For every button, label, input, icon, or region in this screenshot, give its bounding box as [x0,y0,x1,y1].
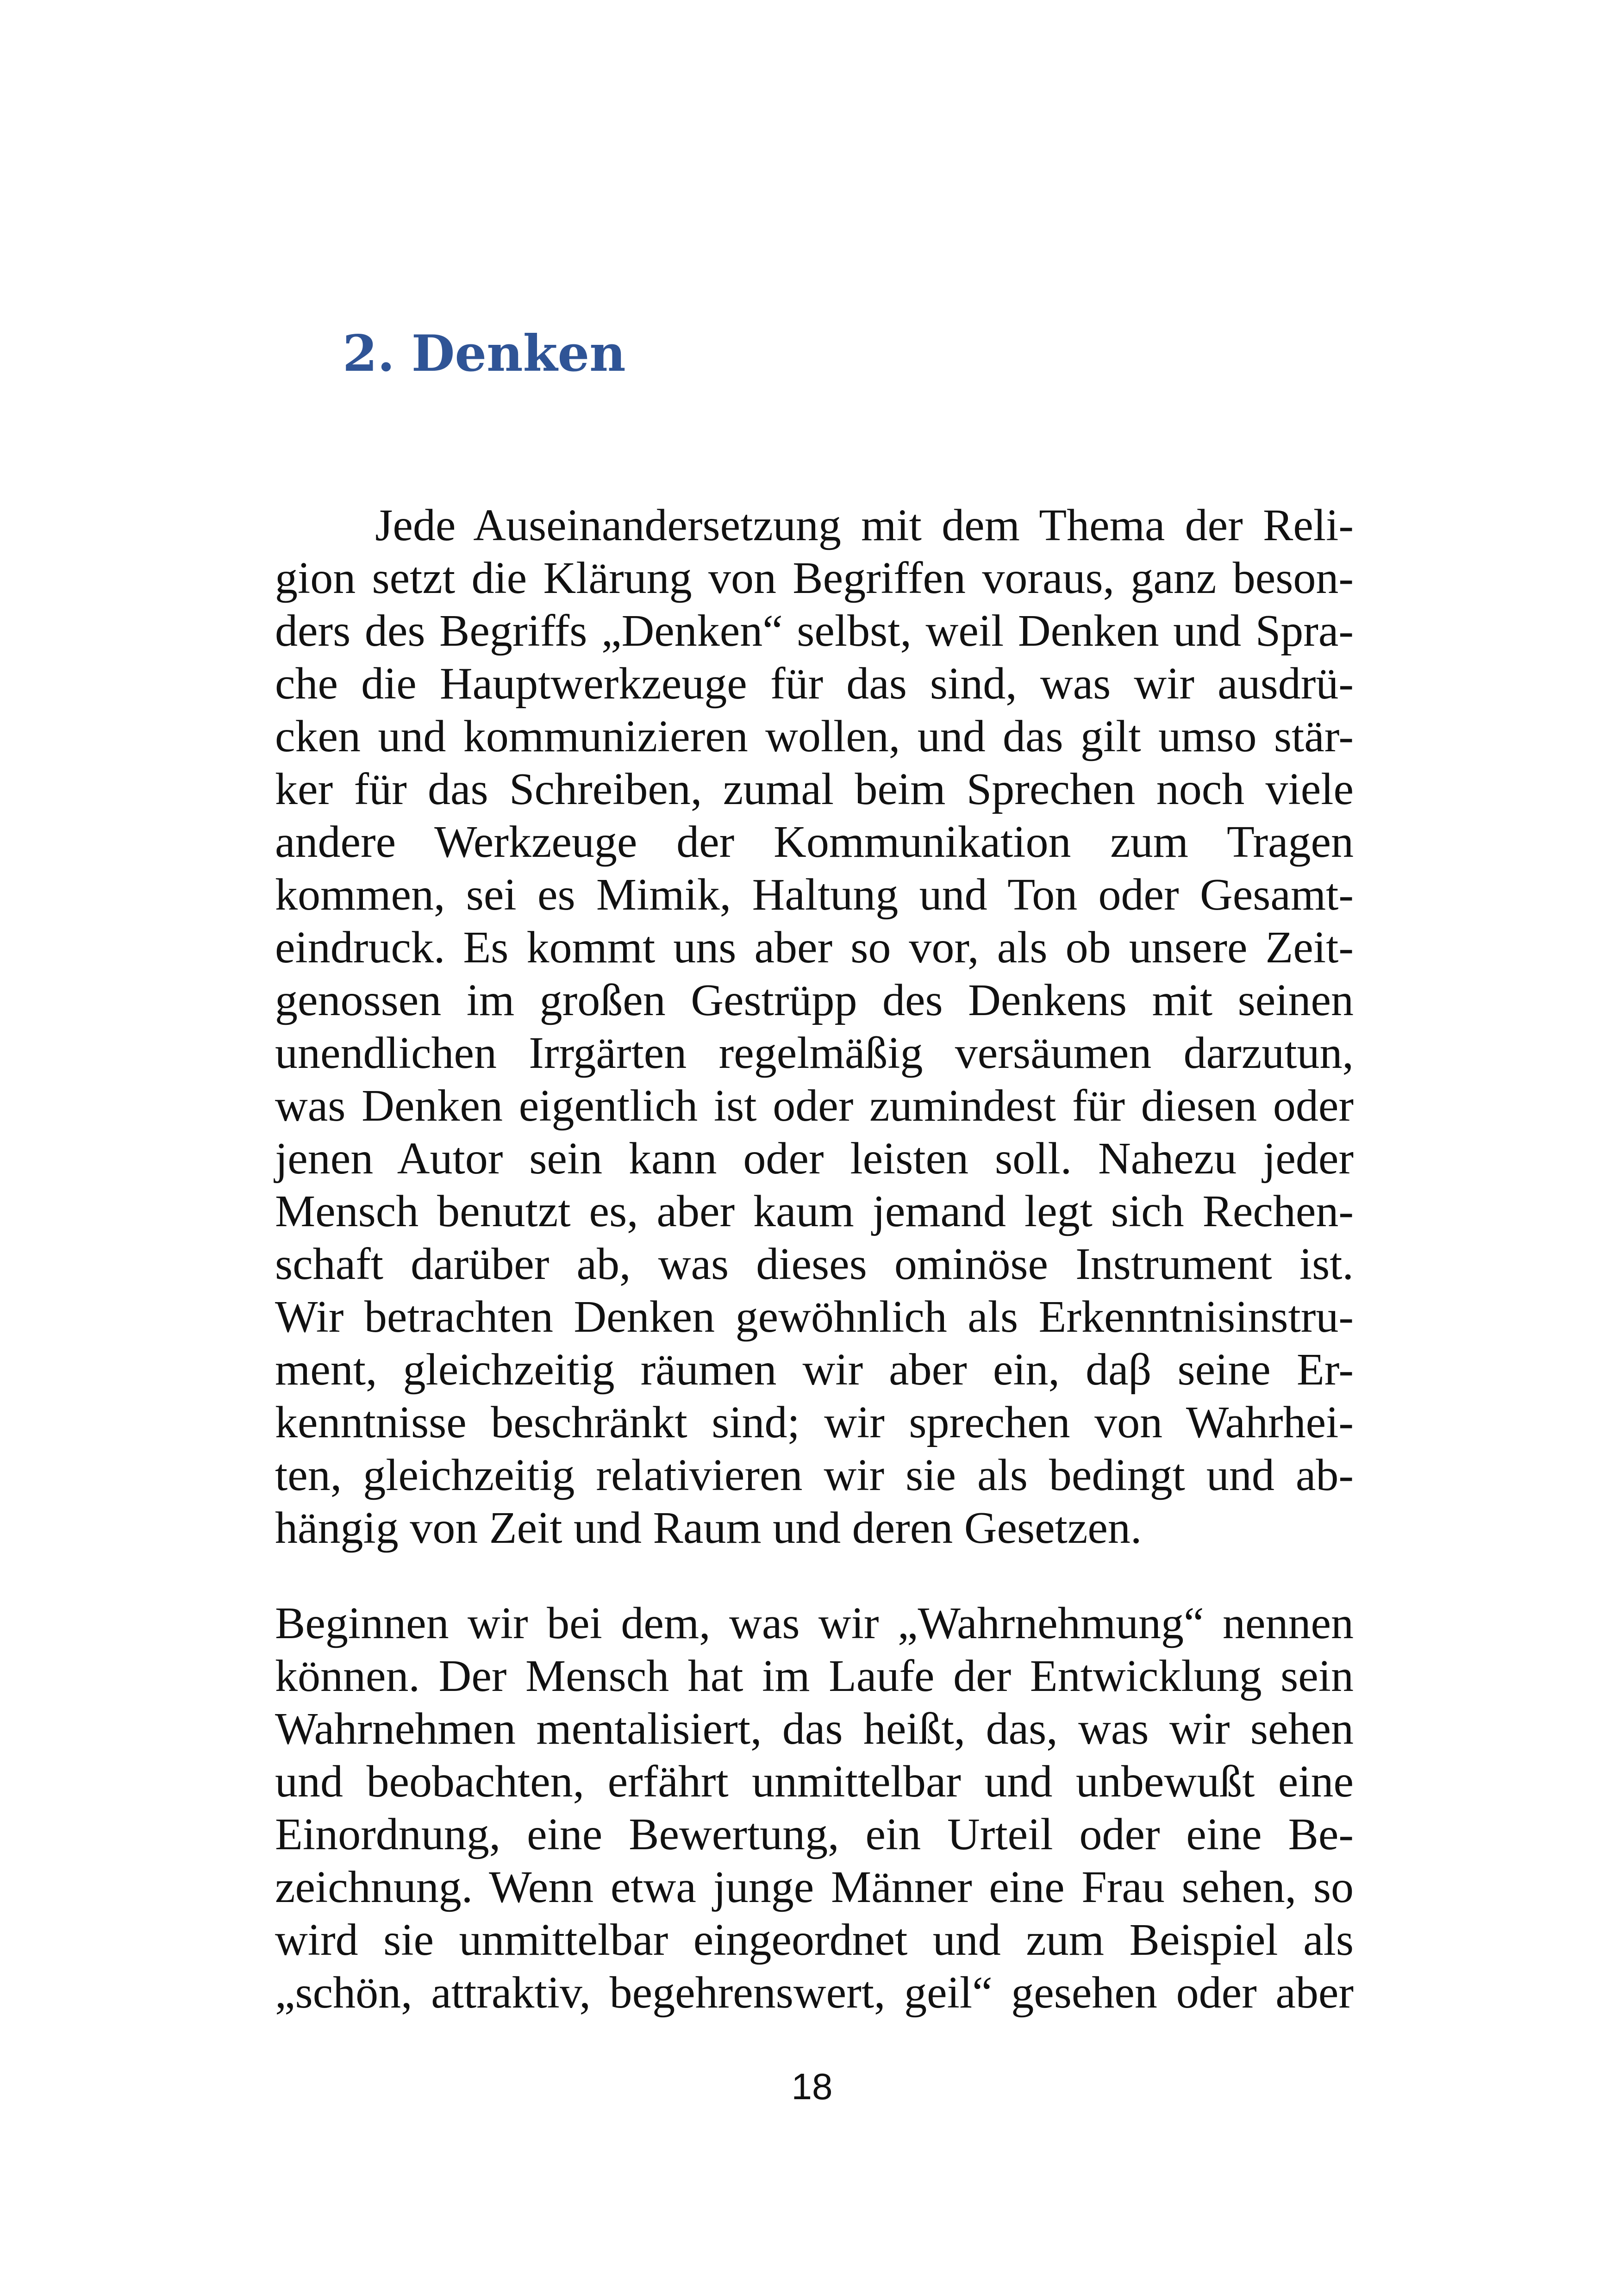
text-line: ker für das Schreiben, zumal beim Sprechen noch viele [275,764,1354,814]
paragraph-2 [275,1597,1354,2019]
text-line: Wir betrachten Denken gewöhnlich als Erkenntnisinstru- [275,1292,1354,1342]
text-line: andere Werkzeuge der Kommunikation zum Tragen [275,817,1354,867]
text-line: eindruck. Es kommt uns aber so vor, als ob unsere Zeit- [275,923,1354,973]
text-line: können. Der Mensch hat im Laufe der Entwicklung sein [275,1651,1354,1701]
text-line: ment, gleichzeitig räumen wir aber ein, daβ seine Er- [275,1345,1354,1395]
text-line: schaft darüber ab, was dieses ominöse Instrument ist. [275,1239,1354,1289]
text-line: kommen, sei es Mimik, Haltung und Ton oder Gesamt- [275,870,1354,920]
text-line: Jede Auseinandersetzung mit dem Thema der Reli- [275,500,1354,550]
text-line: cken und kommunizieren wollen, und das gilt umso stär- [275,711,1354,761]
text-line: hängig von Zeit und Raum und deren Gesetzen. [275,1503,1142,1553]
text-line: was Denken eigentlich ist oder zumindest für diesen oder [275,1081,1354,1131]
chapter-title: Denken [411,324,626,383]
chapter-number: 2. [343,324,395,383]
text-line: unendlichen Irrgärten regelmäßig versäumen darzutun, [275,1028,1354,1078]
paragraph-1 [275,499,1354,1554]
chapter-heading [343,324,626,384]
text-line: che die Hauptwerkzeuge für das sind, was wir ausdrü- [275,659,1354,709]
text-line: Mensch benutzt es, aber kaum jemand legt sich Rechen- [275,1186,1354,1236]
text-line: Beginnen wir bei dem, was wir „Wahrnehmung“ nennen [275,1598,1354,1648]
text-line: gion setzt die Klärung von Begriffen voraus, ganz beson- [275,553,1354,603]
text-line: „schön, attraktiv, begehrenswert, geil“ gesehen oder aber [275,1968,1354,2018]
text-line: zeichnung. Wenn etwa junge Männer eine Frau sehen, so [275,1862,1354,1912]
text-line: ders des Begriffs „Denken“ selbst, weil Denken und Spra- [275,606,1354,656]
text-line: Einordnung, eine Bewertung, ein Urteil oder eine Be- [275,1809,1354,1859]
text-line: genossen im großen Gestrüpp des Denkens mit seinen [275,975,1354,1025]
text-line: und beobachten, erfährt unmittelbar und unbewußt eine [275,1757,1354,1807]
text-line: jenen Autor sein kann oder leisten soll. Nahezu jeder [275,1134,1354,1184]
text-line: kenntnisse beschränkt sind; wir sprechen von Wahrhei- [275,1397,1354,1447]
text-line: wird sie unmittelbar eingeordnet und zum Beispiel als [275,1915,1354,1965]
text-line: ten, gleichzeitig relativieren wir sie als bedingt und ab- [275,1450,1354,1500]
page-number: 18 [791,2066,833,2107]
text-line: Wahrnehmen mentalisiert, das heißt, das, was wir sehen [275,1704,1354,1754]
